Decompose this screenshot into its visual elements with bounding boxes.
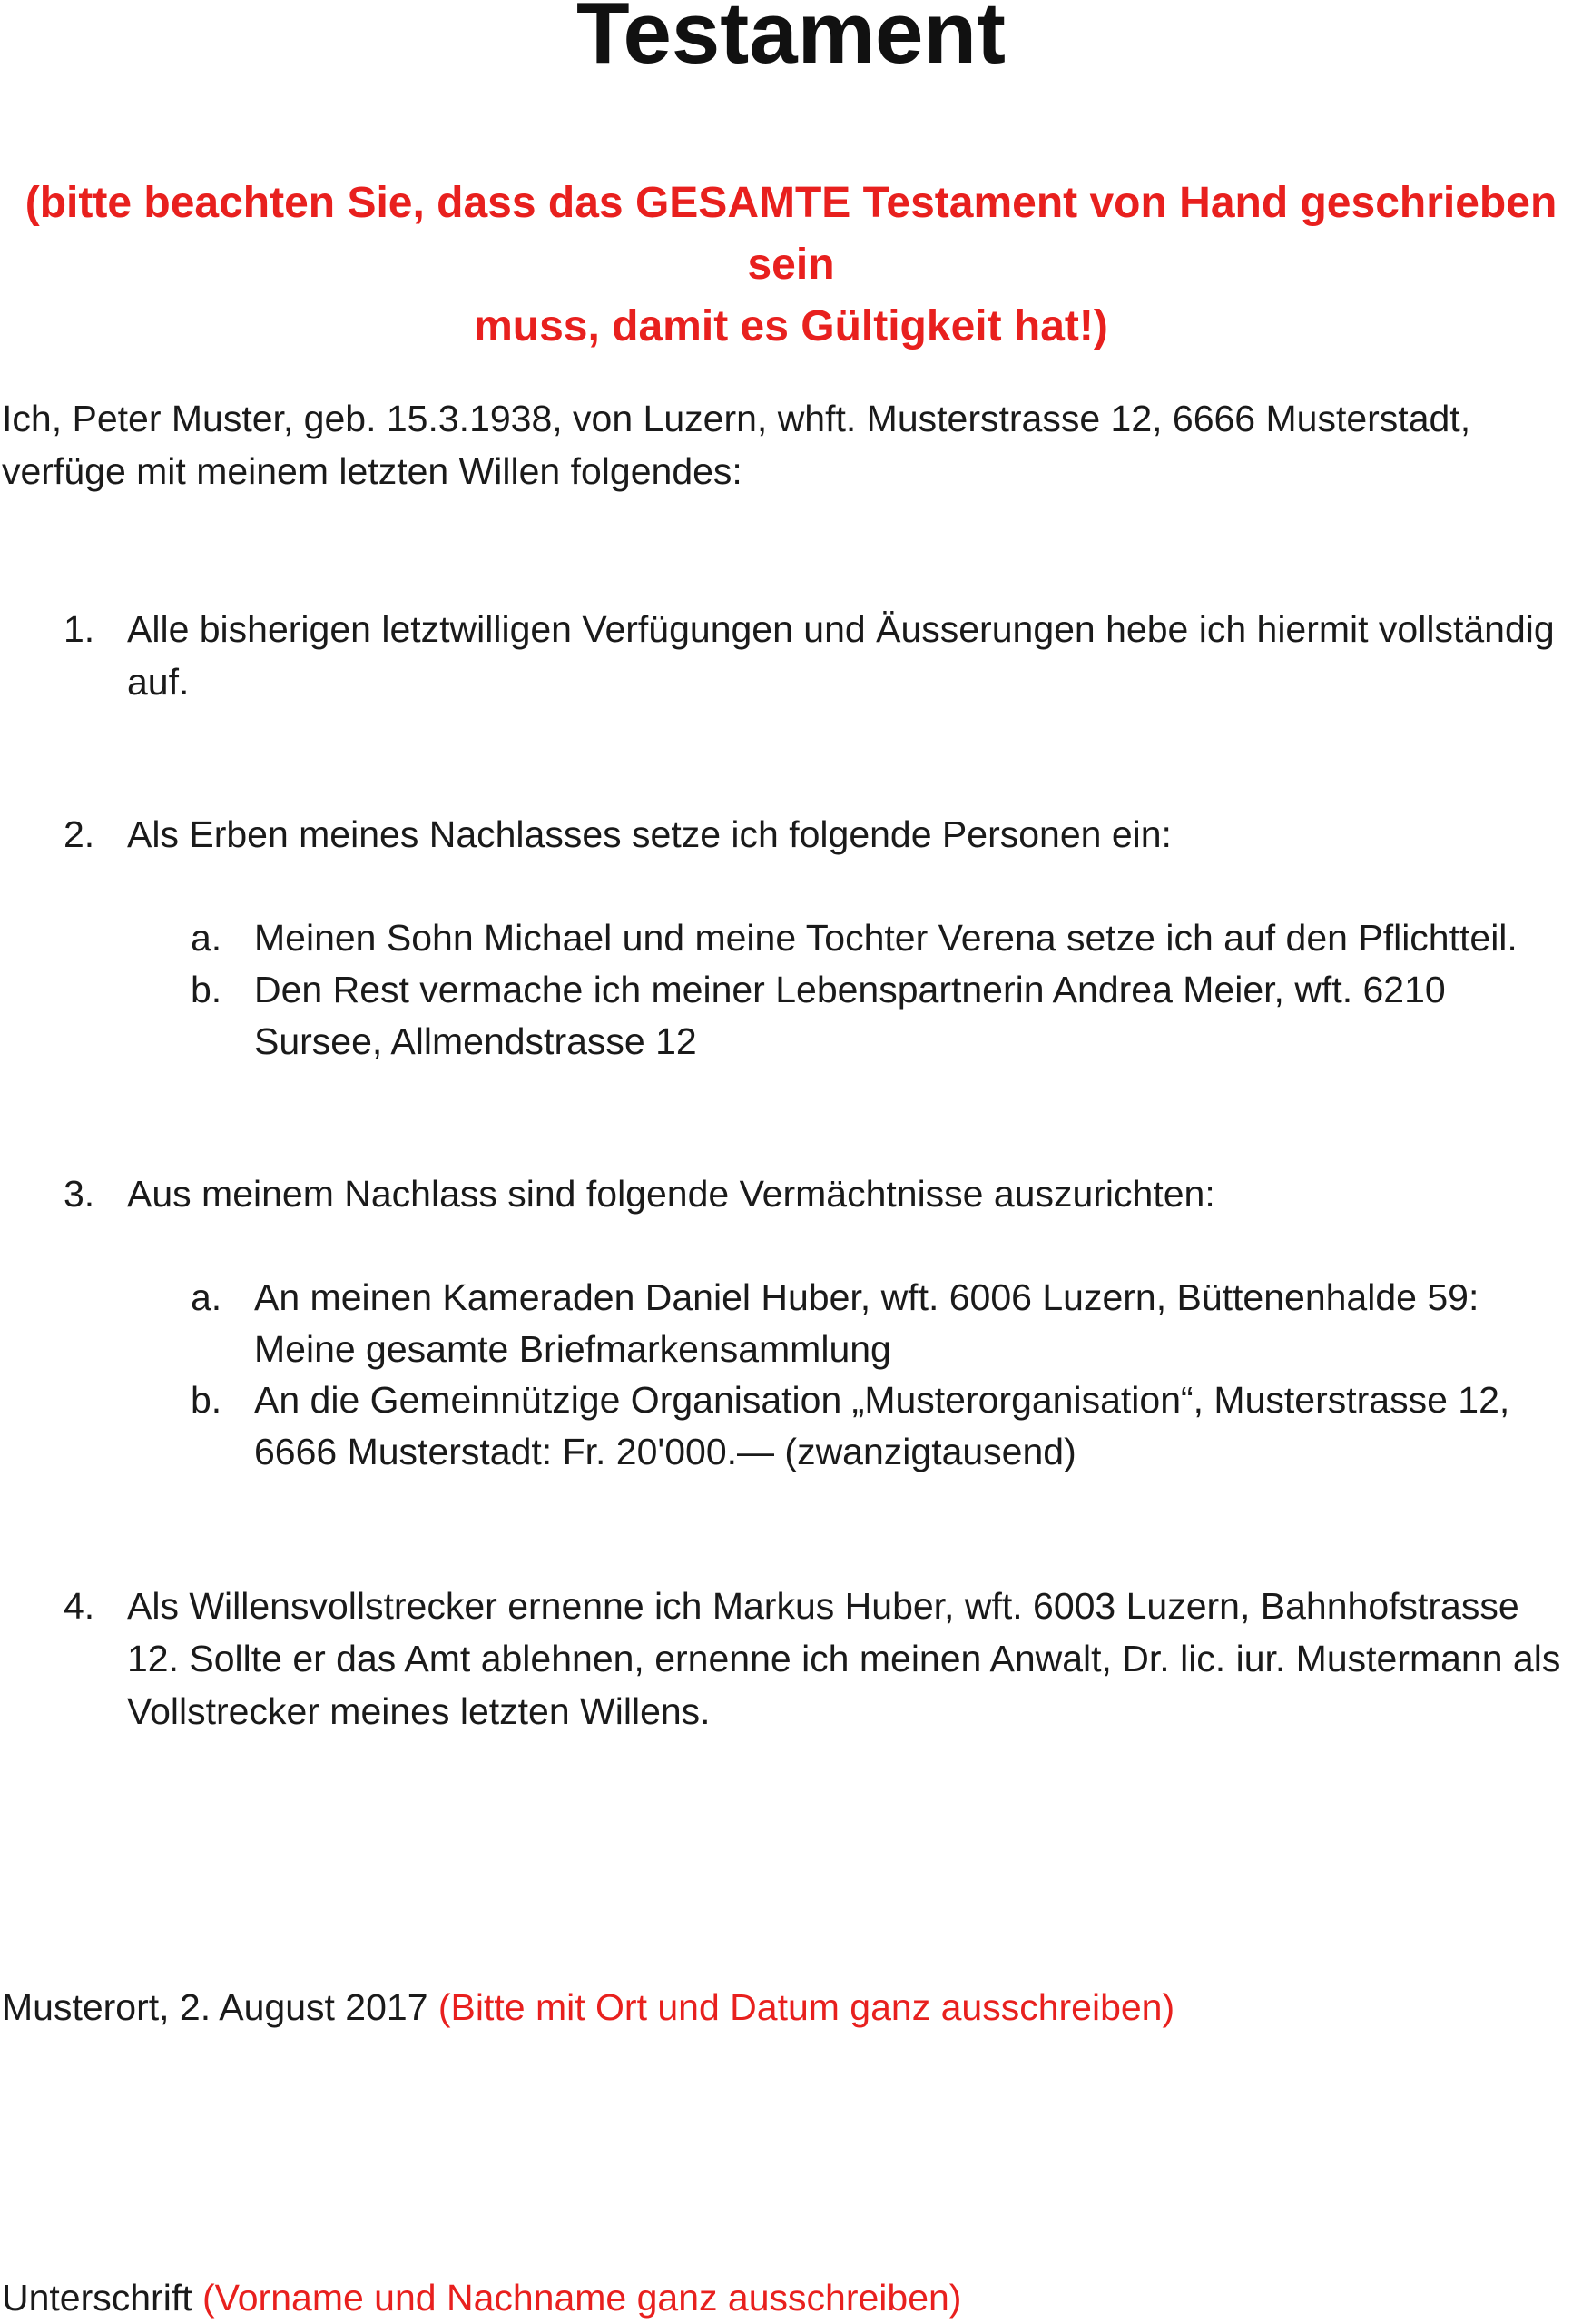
sub-item-2b xyxy=(191,964,1570,1068)
signature-line xyxy=(2,2271,1572,2324)
sub-item-text: An meinen Kameraden Daniel Huber, wft. 6006 Luzern, Büttenenhalde 59: Meine gesamte Briefmarkensammlung xyxy=(254,1276,1479,1370)
place-date: Musterort, 2. August 2017 xyxy=(2,1986,428,2028)
handwriting-notice xyxy=(0,172,1582,358)
list-item-text: Alle bisherigen letztwilligen Verfügungen und Äusserungen hebe ich hiermit vollständig auf. xyxy=(127,608,1555,703)
list-item-3 xyxy=(64,1167,1570,1220)
list-item-2 xyxy=(64,808,1570,861)
sub-item-letter: b. xyxy=(191,969,222,1010)
list-item-number: 4. xyxy=(64,1585,95,1627)
sub-item-text: Den Rest vermache ich meiner Lebenspartnerin Andrea Meier, wft. 6210 Sursee, Allmendstrasse 12 xyxy=(254,969,1446,1062)
list-item-number: 3. xyxy=(64,1173,95,1215)
list-item-text: Aus meinem Nachlass sind folgende Vermächtnisse auszurichten: xyxy=(127,1173,1215,1215)
notice-line-1: (bitte beachten Sie, dass das GESAMTE Testament von Hand geschrieben sein xyxy=(25,179,1557,289)
sub-item-3a xyxy=(191,1272,1570,1375)
list-item-number: 1. xyxy=(64,608,95,650)
sub-item-text: Meinen Sohn Michael und meine Tochter Verena setze ich auf den Pflichtteil. xyxy=(254,917,1518,959)
signature-label: Unterschrift xyxy=(2,2277,192,2319)
list-item-4 xyxy=(64,1580,1570,1738)
place-date-hint: (Bitte mit Ort und Datum ganz ausschreiben) xyxy=(437,1986,1175,2028)
sub-item-2a xyxy=(191,912,1570,964)
list-item-number: 2. xyxy=(64,813,95,855)
list-item-1 xyxy=(64,603,1570,708)
place-date-line xyxy=(2,1981,1572,2034)
sub-item-letter: b. xyxy=(191,1379,222,1421)
list-item-text: Als Willensvollstrecker ernenne ich Markus Huber, wft. 6003 Luzern, Bahnhofstrasse 12. Sollte er das Amt ablehnen, ernenne ich meinen Anwalt, Dr. lic. iur. Mustermann als Vollstrecker meines letzten Willens. xyxy=(127,1585,1561,1732)
sub-item-text: An die Gemeinnützige Organisation „Musterorganisation“, Musterstrasse 12, 6666 Musterstadt: Fr. 20'000.— (zwanzigtausend) xyxy=(254,1379,1510,1472)
intro-paragraph: Ich, Peter Muster, geb. 15.3.1938, von Luzern, whft. Musterstrasse 12, 6666 Musterstadt, verfüge mit meinem letzten Willen folgendes: xyxy=(2,398,1471,492)
signature-hint: (Vorname und Nachname ganz ausschreiben) xyxy=(202,2277,962,2319)
sub-item-letter: a. xyxy=(191,917,222,959)
notice-line-2: muss, damit es Gültigkeit hat!) xyxy=(474,302,1108,350)
sub-item-letter: a. xyxy=(191,1276,222,1318)
sub-item-3b xyxy=(191,1374,1570,1478)
document-title: Testament xyxy=(575,0,1006,82)
list-item-text: Als Erben meines Nachlasses setze ich folgende Personen ein: xyxy=(127,813,1172,855)
